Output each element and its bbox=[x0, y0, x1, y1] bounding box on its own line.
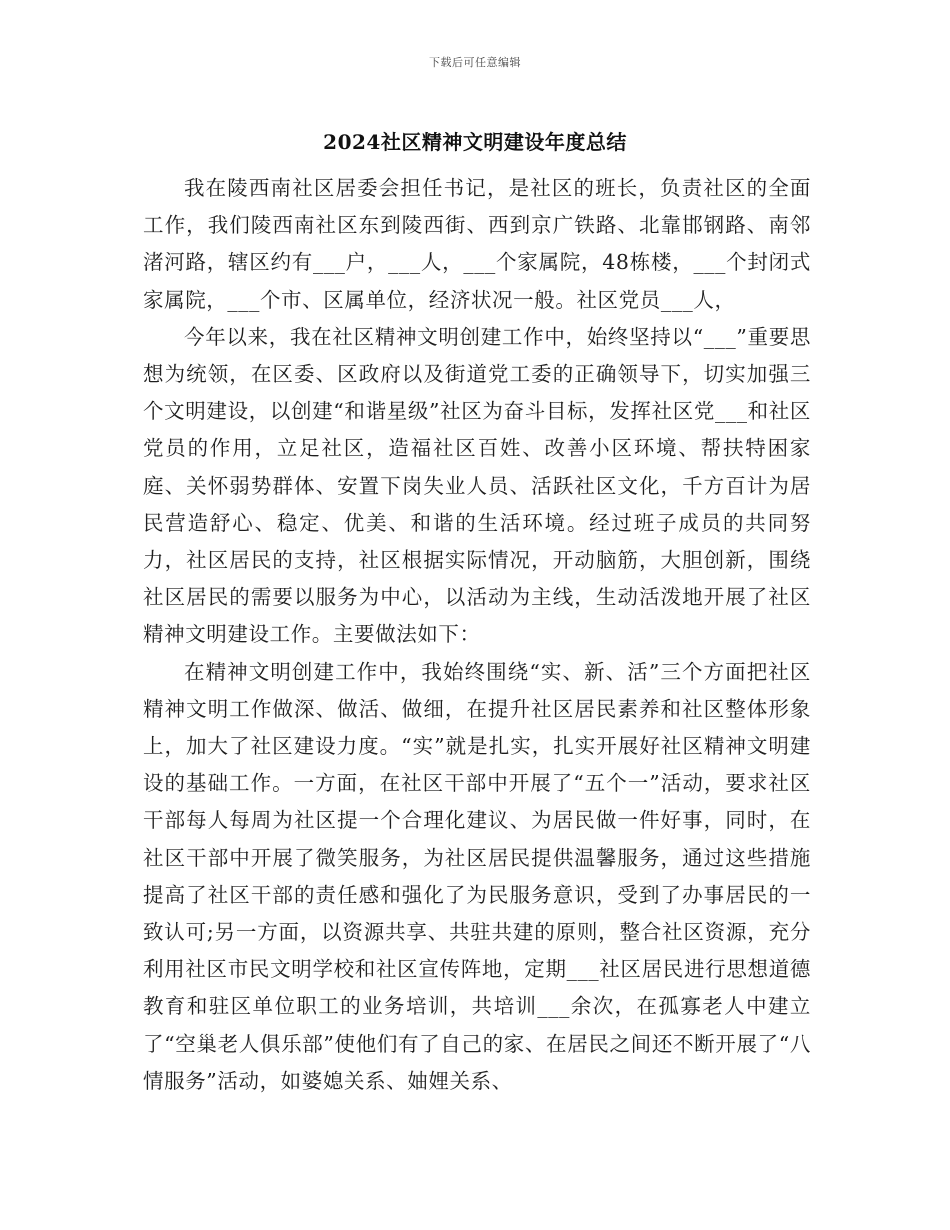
paragraph-2: 今年以来，我在社区精神文明创建工作中，始终坚持以“___”重要思想为统领，在区委、区政府以及街道党工委的正确领导下，切实加强三个文明建设，以创建“和谐星级”社区为奋斗目标，发挥社区党___和社区党员的作用，立足社区，造福社区百姓、改善小区环境、帮扶特困家庭、关怀弱势群体、安置下岗失业人员、活跃社区文化，千方百计为居民营造舒心、稳定、优美、和谐的生活环境。经过班子成员的共同努力，社区居民的支持，社区根据实际情况，开动脑筋，大胆创新，围绕社区居民的需要以服务为中心，以活动为主线，生动活泼地开展了社区精神文明建设工作。主要做法如下： bbox=[143, 324, 811, 647]
paragraph-3: 在精神文明创建工作中，我始终围绕“实、新、活”三个方面把社区精神文明工作做深、做活、做细，在提升社区居民素养和社区整体形象上，加大了社区建设力度。“实”就是扎实，扎实开展好社区精神文明建设的基础工作。一方面，在社区干部中开展了“五个一”活动，要求社区干部每人每周为社区提一个合理化建议、为居民做一件好事，同时，在社区干部中开展了微笑服务，为社区居民提供温馨服务，通过这些措施提高了社区干部的责任感和强化了为民服务意识，受到了办事居民的一致认可;另一方面，以资源共享、共驻共建的原则，整合社区资源，充分利用社区市民文明学校和社区宣传阵地，定期___社区居民进行思想道德教育和驻区单位职工的业务培训，共培训___余次，在孤寡老人中建立了“空巢老人俱乐部”使他们有了自己的家、在居民之间还不断开展了“八情服务”活动，如婆媳关系、妯娌关系、 bbox=[143, 659, 811, 1093]
document-title: 2024社区精神文明建设年度总结 bbox=[323, 130, 627, 154]
paragraph-1: 我在陵西南社区居委会担任书记，是社区的班长，负责社区的全面工作，我们陵西南社区东到陵西街、西到京广铁路、北靠邯钢路、南邻渚河路，辖区约有___户，___人，___个家属院，48栋楼，___个封闭式家属院，___个市、区属单位，经济状况一般。社区党员___人， bbox=[143, 176, 811, 312]
document-body bbox=[143, 170, 811, 1100]
page-header-note: 下载后可任意编辑 bbox=[429, 56, 521, 69]
